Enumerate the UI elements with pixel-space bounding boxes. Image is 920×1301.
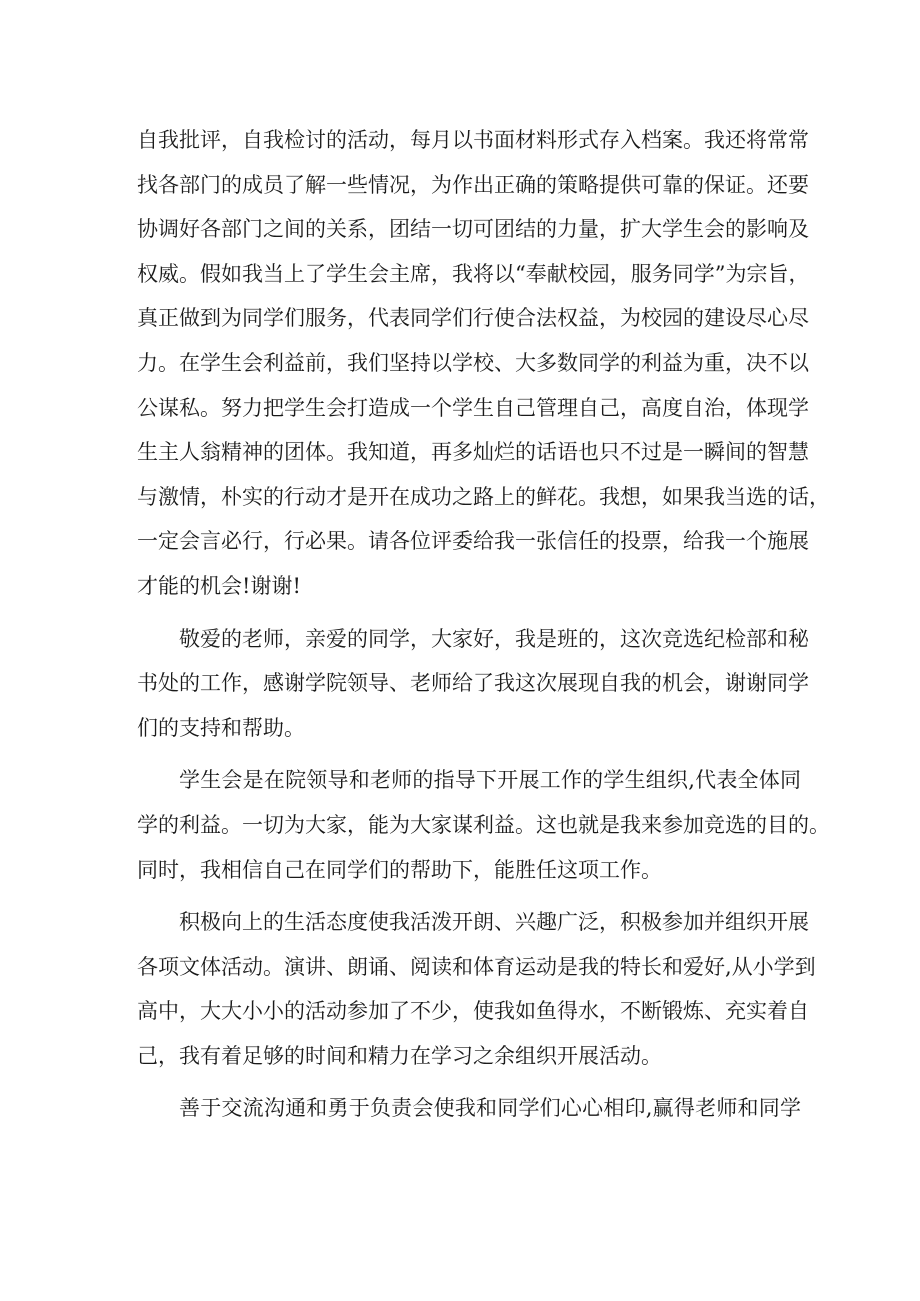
text-line: 敬爱的老师，亲爱的同学，大家好，我是班的，这次竞选纪检部和秘 [179,626,809,651]
text-line: 高中，大大小小的活动参加了不少，使我如鱼得水，不断锻炼、充实着自 [137,999,809,1024]
paragraph-2 [137,617,809,751]
document-body [137,118,830,1131]
text-line: 积极向上的生活态度使我活泼开朗、兴趣广泛，积极参加并组织开展 [179,910,809,935]
text-line: 协调好各部门之间的关系，团结一切可团结的力量，扩大学生会的影响及 [137,217,809,242]
text-line: 生主人翁精神的团体。我知道，再多灿烂的话语也只不过是一瞬间的智慧 [137,440,809,465]
text-line: 力。在学生会利益前，我们坚持以学校、大多数同学的利益为重，决不以 [137,350,809,375]
text-line: 权威。假如我当上了学生会主席，我将以“奉献校园，服务同学”为宗旨， [137,261,810,286]
text-line: 找各部门的成员了解一些情况，为作出正确的策略提供可靠的保证。还要 [137,172,809,197]
text-line: 与激情，朴实的行动才是开在成功之路上的鲜花。我想，如果我当选的话， [137,484,830,509]
text-line: 真正做到为同学们服务，代表同学们行使合法权益，为校园的建设尽心尽 [137,306,809,331]
text-line: 们的支持和帮助。 [137,715,305,740]
paragraph-3 [137,758,830,892]
paragraph-4 [137,900,816,1078]
text-line: 学的利益。一切为大家，能为大家谋利益。这也就是我来参加竞选的目的。 [137,812,830,837]
text-line: 学生会是在院领导和老师的指导下开展工作的学生组织,代表全体同 [179,768,801,793]
paragraph-1 [137,118,830,609]
text-line: 自我批评，自我检讨的活动，每月以书面材料形式存入档案。我还将常常 [137,128,809,152]
text-line: 己，我有着足够的时间和精力在学习之余组织开展活动。 [137,1043,662,1068]
text-line: 同时，我相信自己在同学们的帮助下，能胜任这项工作。 [137,857,662,882]
paragraph-5 [137,1086,801,1131]
text-line: 善于交流沟通和勇于负责会使我和同学们心心相印,赢得老师和同学 [179,1096,801,1121]
text-line: 书处的工作，感谢学院领导、老师给了我这次展现自我的机会，谢谢同学 [137,671,809,696]
text-line: 各项文体活动。演讲、朗诵、阅读和体育运动是我的特长和爱好,从小学到 [137,954,816,979]
text-line: 公谋私。努力把学生会打造成一个学生自己管理自己，高度自治，体现学 [137,395,809,420]
text-line: 一定会言必行，行必果。请各位评委给我一张信任的投票，给我一个施展 [137,529,809,554]
text-line: 才能的机会!谢谢! [137,573,301,598]
